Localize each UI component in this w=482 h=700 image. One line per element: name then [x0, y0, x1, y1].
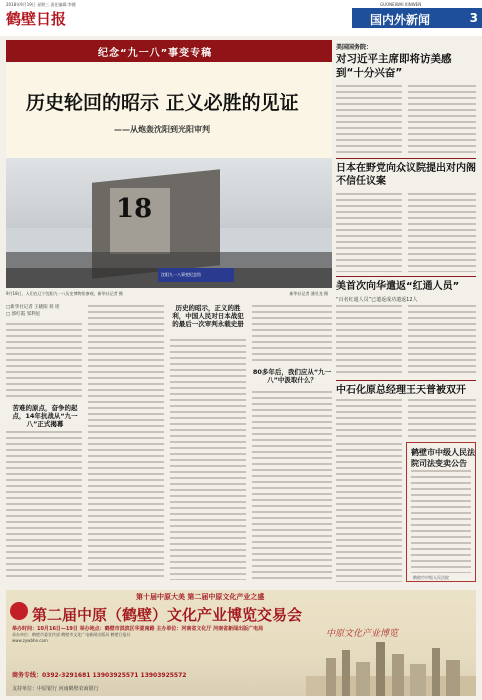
monument-number: 18	[116, 194, 153, 224]
story-3-body-a	[336, 304, 402, 376]
city-skyline-graphic	[306, 636, 476, 696]
section-title-1: 历史的昭示，正义的胜利，中国人民对日本战犯的最后一次审判永载史册	[172, 304, 244, 328]
story-2-title: 日本在野党向众议院提出对内阁不信任议案	[336, 163, 476, 187]
body-col-4b	[252, 390, 332, 580]
newspaper-logo: 鹤壁日报	[6, 10, 67, 28]
divider-3	[336, 380, 476, 381]
ad-phone: 商务专线：0392-3291681 13903925571 13903925572	[12, 672, 187, 679]
court-notice-box	[406, 442, 476, 582]
subheadline: ——从炮轰沈阳到光阳审判	[114, 125, 210, 134]
right-lower-text	[336, 442, 402, 582]
story-1-title: 对习近平主席即将访美感到“十分兴奋”	[336, 53, 452, 79]
story-3-body-b	[408, 304, 476, 376]
story-1-kicker: 美国国务院：	[336, 44, 373, 51]
ad-website: www.zywbhe.com	[12, 638, 48, 643]
story-1-body-a	[336, 84, 402, 154]
expo-advertisement	[6, 590, 476, 696]
court-notice-signer: 鹤壁市中级人民法院	[413, 575, 449, 580]
body-col-3	[170, 338, 246, 580]
ad-line-2: 承办单位：鹤壁市委宣传部 鹤壁市文化广电新闻出版局 鹤壁日报社	[12, 632, 131, 637]
court-notice-body	[411, 469, 471, 573]
date-line: 2018年9月19日 星期三 责任编辑:李健	[6, 2, 76, 7]
ad-title: 第二届中原（鹤壁）文化产业博览交易会	[32, 606, 303, 624]
body-col-1b	[6, 430, 82, 580]
story-4-title: 中石化原总经理王天普被双开	[336, 385, 466, 396]
ad-details	[12, 626, 312, 644]
story-4-body-b	[408, 398, 476, 438]
byline: □新华社记者 王晓阳 蒋 瑶 □ 郭红霞 邹利星	[6, 305, 60, 317]
section-header	[352, 8, 482, 28]
lead-story	[6, 40, 332, 582]
masthead	[0, 0, 482, 36]
section-name: 国内外新闻	[370, 13, 431, 27]
story-3-subtitle: “百名红通人员”已遣返成功遣返12人	[336, 297, 418, 303]
page-number: 3	[469, 11, 478, 25]
story-3-title: 美首次向华遣返“红通人员”	[336, 281, 460, 292]
photo-caption	[6, 291, 332, 297]
ad-sponsor: 支持单位：中原银行 河南鹤壁农商银行	[12, 686, 99, 692]
caption-text: 9月18日，人们在辽宁沈阳九一八历史博物馆参观。新华社记者 摄	[6, 291, 123, 296]
body-col-4a	[252, 304, 332, 364]
news-photo	[6, 158, 332, 288]
headline: 历史轮回的昭示 正义必胜的见证	[26, 92, 299, 114]
story-1-body-b	[408, 84, 476, 154]
story-4-body-a	[336, 398, 402, 438]
divider-1	[336, 158, 476, 159]
section-title-2: 80多年后，我们应从“九一八”中汲取什么？	[252, 368, 332, 384]
court-notice-title: 鹤壁市中级人民法院司法变卖公告	[411, 448, 475, 468]
ad-slogan: 第十届中原大美 第二届中原文化产业之盛	[136, 593, 265, 601]
section-title-3: 苦难的原点，奋争的起点，14年抗战从“九一八”正式揭幕	[12, 404, 78, 428]
ad-calligraphy: 中原文化产业博览	[326, 629, 399, 639]
headline-box	[6, 62, 332, 158]
expo-logo-icon	[10, 602, 28, 620]
section-website: GUONEIWAI XINWEN	[380, 2, 422, 7]
feature-banner	[6, 40, 332, 62]
photo-credit: 新华社记者 潘昱龙 摄	[289, 291, 328, 296]
body-col-2	[88, 304, 164, 580]
story-2-body-a	[336, 192, 402, 272]
museum-sign: 沈阳九一八事变纪念馆	[158, 268, 234, 282]
banner-title: 纪念“九一八”事变专稿	[98, 48, 213, 59]
story-2-body-b	[408, 192, 476, 272]
body-col-1a	[6, 322, 82, 400]
ad-line-1: 举办时间：10月16日—19日 举办地点：鹤壁市淇滨区华夏南路 主办单位：河南省文化厅 河南省新闻出版广电局	[12, 626, 264, 632]
divider-2	[336, 276, 476, 277]
